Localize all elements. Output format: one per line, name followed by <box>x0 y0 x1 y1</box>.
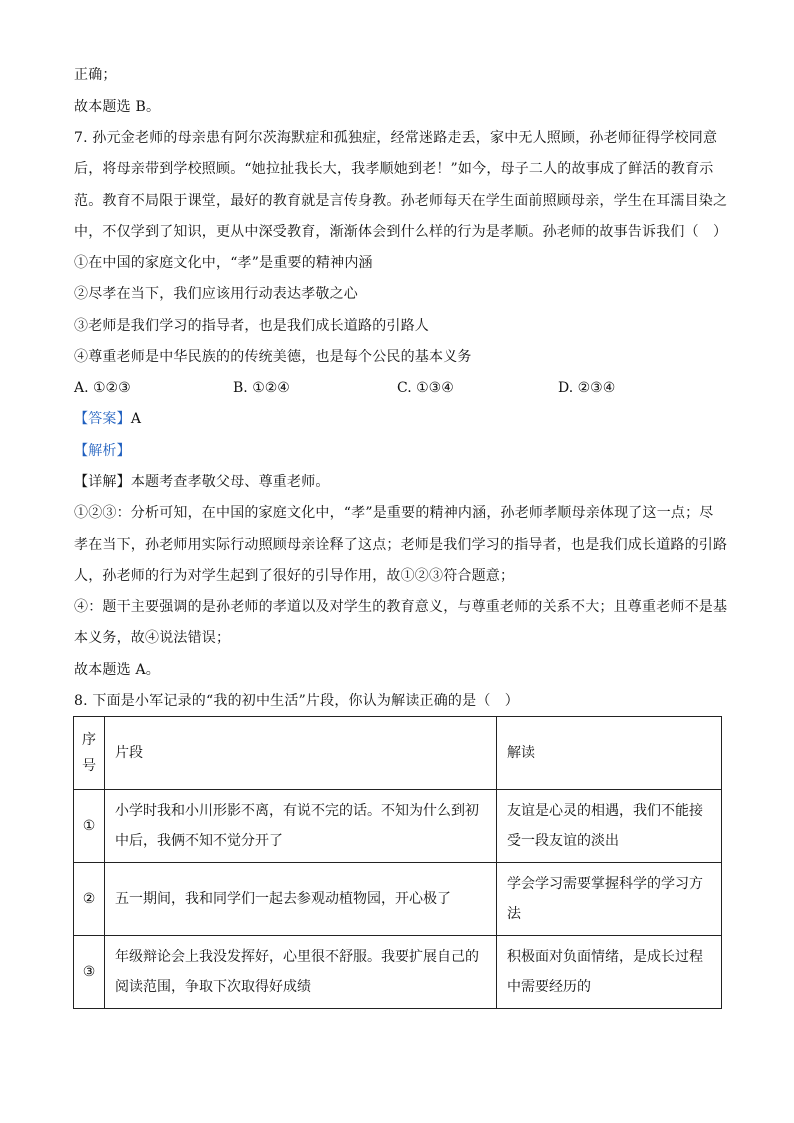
row-fragment <box>105 863 497 936</box>
row-fragment <box>105 936 497 1009</box>
q7-explanation-line-5: 本义务，故④说法错误； <box>74 630 231 646</box>
q8-stem: 8. 下面是小军记录的“我的初中生活”片段，你认为解读正确的是（ ） <box>74 693 519 709</box>
header-number-line-1: 序 <box>82 732 96 748</box>
detail-text: 本题考查孝敬父母、尊重老师。 <box>130 474 330 490</box>
interpretation-line: 中需要经历的 <box>507 979 591 995</box>
answer-value: A <box>130 411 142 427</box>
row-number: ① <box>74 790 105 863</box>
q7-explanation-line-2: 孝在当下，孙老师用实际行动照顾母亲诠释了这点；老师是我们学习的指导者，也是我们成长道路的引路 <box>74 537 728 553</box>
row-interpretation <box>497 790 722 863</box>
q7-statement-4: ④尊重老师是中华民族的的传统美德，也是每个公民的基本义务 <box>74 349 472 365</box>
header-fragment: 片段 <box>105 717 497 790</box>
interpretation-line: 法 <box>507 906 521 922</box>
row-fragment <box>105 790 497 863</box>
fragment-line: 五一期间，我和同学们一起去参观动植物园，开心极了 <box>115 891 451 907</box>
q8-table <box>73 716 722 1009</box>
q7-option-b: B. ①②④ <box>233 380 290 396</box>
q7-option-a: A. ①②③ <box>74 380 131 396</box>
header-number <box>74 717 105 790</box>
row-number: ③ <box>74 936 105 1009</box>
interpretation-line: 友谊是心灵的相遇，我们不能接 <box>507 803 703 819</box>
fragment-line: 阅读范围，争取下次取得好成绩 <box>115 979 311 995</box>
q7-detail <box>74 473 330 491</box>
fragment-line: 中后，我俩不知不觉分开了 <box>115 833 283 849</box>
q7-conclusion: 故本题选 A。 <box>74 662 160 678</box>
table-header-row <box>74 717 722 790</box>
q7-analysis-label: 【解析】 <box>74 443 131 459</box>
header-interpretation: 解读 <box>497 717 722 790</box>
header-number-line-2: 号 <box>82 758 96 774</box>
q7-explanation-line-3: 人，孙老师的行为对学生起到了很好的引导作用，故①②③符合题意； <box>74 568 515 584</box>
fragment-line: 小学时我和小川形影不离，有说不完的话。不知为什么到初 <box>115 803 479 819</box>
q7-stem-line-1: 7. 孙元金老师的母亲患有阿尔茨海默症和孤独症，经常迷路走丢，家中无人照顾，孙老师征得学校同意 <box>74 130 718 146</box>
q7-answer <box>74 410 141 428</box>
q7-statement-3: ③老师是我们学习的指导者，也是我们成长道路的引路人 <box>74 318 429 334</box>
row-interpretation <box>497 863 722 936</box>
q7-explanation-line-1: ①②③：分析可知，在中国的家庭文化中，“孝”是重要的精神内涵，孙老师孝顺母亲体现了这一点；尽 <box>74 505 714 521</box>
q7-stem-line-2: 后，将母亲带到学校照顾。“她拉扯我长大，我孝顺她到老！”如今，母子二人的故事成了鲜活的教育示 <box>74 161 714 177</box>
q7-option-c: C. ①③④ <box>397 380 454 396</box>
table-row <box>74 936 722 1009</box>
q7-statement-1: ①在中国的家庭文化中，“孝”是重要的精神内涵 <box>74 255 373 271</box>
fragment-line: 年级辩论会上我没发挥好，心里很不舒服。我要扩展自己的 <box>115 949 479 965</box>
prev-conclusion: 故本题选 B。 <box>74 99 161 115</box>
table-row <box>74 863 722 936</box>
interpretation-line: 积极面对负面情绪，是成长过程 <box>507 949 703 965</box>
prev-answer-correct: 正确； <box>74 67 117 83</box>
q7-explanation-line-4: ④：题干主要强调的是孙老师的孝道以及对学生的教育意义，与尊重老师的关系不大；且尊重老师不是基 <box>74 599 728 615</box>
row-number: ② <box>74 863 105 936</box>
interpretation-line: 学会学习需要掌握科学的学习方 <box>507 876 703 892</box>
table-row <box>74 790 722 863</box>
answer-label: 【答案】 <box>74 411 131 427</box>
q7-option-d: D. ②③④ <box>558 380 616 396</box>
q7-stem-line-3: 范。教育不局限于课堂，最好的教育就是言传身教。孙老师每天在学生面前照顾母亲，学生在耳濡目染之 <box>74 193 728 209</box>
q7-stem-line-4: 中，不仅学到了知识，更从中深受教育，渐渐体会到什么样的行为是孝顺。孙老师的故事告诉我们（ ） <box>74 224 728 240</box>
detail-label: 【详解】 <box>74 474 131 490</box>
q7-statement-2: ②尽孝在当下，我们应该用行动表达孝敬之心 <box>74 286 358 302</box>
row-interpretation <box>497 936 722 1009</box>
interpretation-line: 受一段友谊的淡出 <box>507 833 619 849</box>
